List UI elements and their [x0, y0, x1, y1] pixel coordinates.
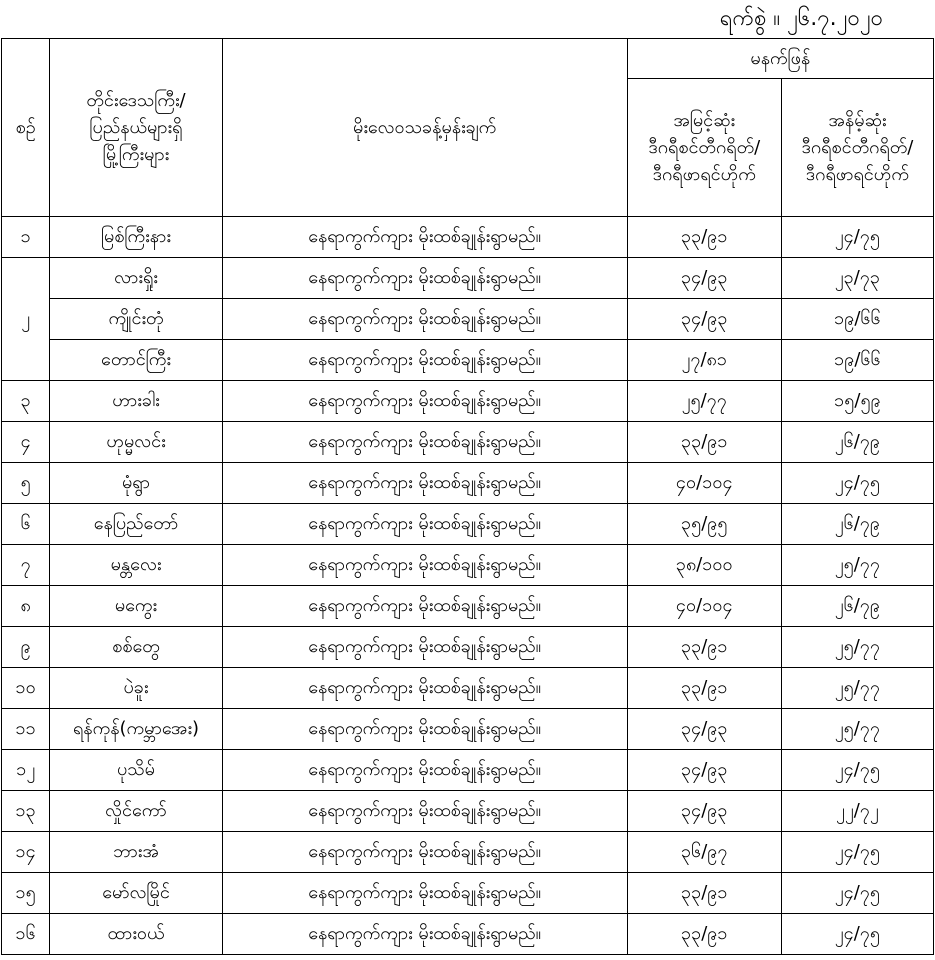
city-name: ပုသိမ် [50, 750, 222, 791]
city-name: တောင်ကြီး [50, 340, 222, 381]
forecast-text: နေရာကွက်ကျား မိုးထစ်ချုန်းရွာမည်။ [222, 873, 627, 914]
table-row [2, 381, 934, 422]
highest-temp: ၃၄/၉၃ [627, 299, 781, 340]
highest-temp: ၃၄/၉၃ [627, 709, 781, 750]
highest-temp: ၃၆/၉၇ [627, 832, 781, 873]
highest-temp: ၂၇/၈၁ [627, 340, 781, 381]
lowest-temp: ၂၆/၇၉ [781, 422, 933, 463]
table-row [2, 709, 934, 750]
city-name: ဘားအံ [50, 832, 222, 873]
row-number: ၅ [2, 463, 50, 504]
lowest-temp: ၂၄/၇၅ [781, 217, 933, 258]
lowest-temp: ၂၅/၇၇ [781, 668, 933, 709]
forecast-text: နေရာကွက်ကျား မိုးထစ်ချုန်းရွာမည်။ [222, 791, 627, 832]
city-name: စစ်တွေ [50, 627, 222, 668]
table-row [2, 627, 934, 668]
lowest-temp: ၂၆/၇၉ [781, 586, 933, 627]
city-name: မုံရွာ [50, 463, 222, 504]
city-name: မြစ်ကြီးနား [50, 217, 222, 258]
city-name: ရန်ကုန်(ကမ္ဘာအေး) [50, 709, 222, 750]
row-number: ၂ [2, 258, 50, 381]
header-city: တိုင်းဒေသကြီး/ ပြည်နယ်များရှိ မြို့ကြီးများ [50, 39, 222, 217]
row-number: ၁၄ [2, 832, 50, 873]
highest-temp: ၃၃/၉၁ [627, 627, 781, 668]
header-highest-temp: အမြင့်ဆုံး ဒီဂရီစင်တီဂရိတ်/ ဒီဂရီဖာရင်ဟိုက် [627, 79, 781, 217]
lowest-temp: ၂၅/၇၇ [781, 545, 933, 586]
header-number: စဉ် [2, 39, 50, 217]
highest-temp: ၃၃/၉၁ [627, 422, 781, 463]
highest-temp: ၄၀/၁၀၄ [627, 586, 781, 627]
forecast-text: နေရာကွက်ကျား မိုးထစ်ချုန်းရွာမည်။ [222, 381, 627, 422]
highest-temp: ၃၅/၉၅ [627, 504, 781, 545]
table-row [2, 217, 934, 258]
row-number: ၁ [2, 217, 50, 258]
document-date: ရက်စွဲ ။ ၂၆.၇.၂၀၂၀ [719, 6, 883, 31]
row-number: ၁၁ [2, 709, 50, 750]
header-description: မိုးလေဝသခန့်မှန်းချက် [222, 39, 627, 217]
forecast-text: နေရာကွက်ကျား မိုးထစ်ချုန်းရွာမည်။ [222, 832, 627, 873]
city-name: ဟုမ္မလင်း [50, 422, 222, 463]
lowest-temp: ၂၄/၇၅ [781, 750, 933, 791]
city-name: ပဲခူး [50, 668, 222, 709]
city-name: လားရှိုး [50, 258, 222, 299]
table-row [2, 873, 934, 914]
row-number: ၉ [2, 627, 50, 668]
lowest-temp: ၂၄/၇၅ [781, 832, 933, 873]
lowest-temp: ၂၂/၇၂ [781, 791, 933, 832]
table-row [2, 463, 934, 504]
lowest-temp: ၂၄/၇၅ [781, 914, 933, 955]
city-name: ထားဝယ် [50, 914, 222, 955]
forecast-text: နေရာကွက်ကျား မိုးထစ်ချုန်းရွာမည်။ [222, 340, 627, 381]
table-row [2, 586, 934, 627]
row-number: ၇ [2, 545, 50, 586]
highest-temp: ၃၃/၉၁ [627, 217, 781, 258]
row-number: ၁၀ [2, 668, 50, 709]
table-row [2, 299, 934, 340]
highest-temp: ၃၃/၉၁ [627, 668, 781, 709]
highest-temp: ၃၃/၉၁ [627, 914, 781, 955]
header-tomorrow: မနက်ဖြန် [627, 39, 933, 79]
lowest-temp: ၂၄/၇၅ [781, 873, 933, 914]
table-body [2, 217, 934, 955]
row-number: ၁၂ [2, 750, 50, 791]
table-row [2, 258, 934, 299]
header-lowest-temp: အနိမ့်ဆုံး ဒီဂရီစင်တီဂရိတ်/ ဒီဂရီဖာရင်ဟိုက် [781, 79, 933, 217]
lowest-temp: ၁၅/၅၉ [781, 381, 933, 422]
highest-temp: ၃၄/၉၃ [627, 791, 781, 832]
highest-temp: ၃၃/၉၁ [627, 873, 781, 914]
forecast-text: နေရာကွက်ကျား မိုးထစ်ချုန်းရွာမည်။ [222, 258, 627, 299]
city-name: လှိုင်ကော် [50, 791, 222, 832]
lowest-temp: ၂၆/၇၉ [781, 504, 933, 545]
table-row [2, 791, 934, 832]
lowest-temp: ၂၅/၇၇ [781, 627, 933, 668]
table-row [2, 504, 934, 545]
forecast-text: နေရာကွက်ကျား မိုးထစ်ချုန်းရွာမည်။ [222, 217, 627, 258]
highest-temp: ၃၄/၉၃ [627, 258, 781, 299]
table-row [2, 545, 934, 586]
forecast-text: နေရာကွက်ကျား မိုးထစ်ချုန်းရွာမည်။ [222, 709, 627, 750]
table-row [2, 914, 934, 955]
row-number: ၆ [2, 504, 50, 545]
row-number: ၁၃ [2, 791, 50, 832]
forecast-text: နေရာကွက်ကျား မိုးထစ်ချုန်းရွာမည်။ [222, 914, 627, 955]
forecast-text: နေရာကွက်ကျား မိုးထစ်ချုန်းရွာမည်။ [222, 627, 627, 668]
table-row [2, 832, 934, 873]
forecast-text: နေရာကွက်ကျား မိုးထစ်ချုန်းရွာမည်။ [222, 422, 627, 463]
city-name: ကျိုင်းတုံ [50, 299, 222, 340]
row-number: ၄ [2, 422, 50, 463]
forecast-text: နေရာကွက်ကျား မိုးထစ်ချုန်းရွာမည်။ [222, 463, 627, 504]
table-header [2, 39, 934, 217]
weather-forecast-table [1, 38, 934, 955]
city-name: မန္တလေး [50, 545, 222, 586]
city-name: မကွေး [50, 586, 222, 627]
forecast-text: နေရာကွက်ကျား မိုးထစ်ချုန်းရွာမည်။ [222, 586, 627, 627]
lowest-temp: ၁၉/၆၆ [781, 299, 933, 340]
table-row [2, 422, 934, 463]
table-row [2, 750, 934, 791]
row-number: ၃ [2, 381, 50, 422]
city-name: ဟားခါး [50, 381, 222, 422]
forecast-text: နေရာကွက်ကျား မိုးထစ်ချုန်းရွာမည်။ [222, 750, 627, 791]
lowest-temp: ၁၉/၆၆ [781, 340, 933, 381]
highest-temp: ၃၈/၁၀၀ [627, 545, 781, 586]
highest-temp: ၃၄/၉၃ [627, 750, 781, 791]
lowest-temp: ၂၃/၇၃ [781, 258, 933, 299]
row-number: ၁၆ [2, 914, 50, 955]
row-number: ၁၅ [2, 873, 50, 914]
lowest-temp: ၂၄/၇၅ [781, 463, 933, 504]
city-name: မော်လမြိုင် [50, 873, 222, 914]
highest-temp: ၂၅/၇၇ [627, 381, 781, 422]
forecast-text: နေရာကွက်ကျား မိုးထစ်ချုန်းရွာမည်။ [222, 504, 627, 545]
forecast-text: နေရာကွက်ကျား မိုးထစ်ချုန်းရွာမည်။ [222, 299, 627, 340]
row-number: ၈ [2, 586, 50, 627]
city-name: နေပြည်တော် [50, 504, 222, 545]
forecast-text: နေရာကွက်ကျား မိုးထစ်ချုန်းရွာမည်။ [222, 545, 627, 586]
table-row [2, 668, 934, 709]
forecast-text: နေရာကွက်ကျား မိုးထစ်ချုန်းရွာမည်။ [222, 668, 627, 709]
lowest-temp: ၂၅/၇၇ [781, 709, 933, 750]
highest-temp: ၄၀/၁၀၄ [627, 463, 781, 504]
table-row [2, 340, 934, 381]
